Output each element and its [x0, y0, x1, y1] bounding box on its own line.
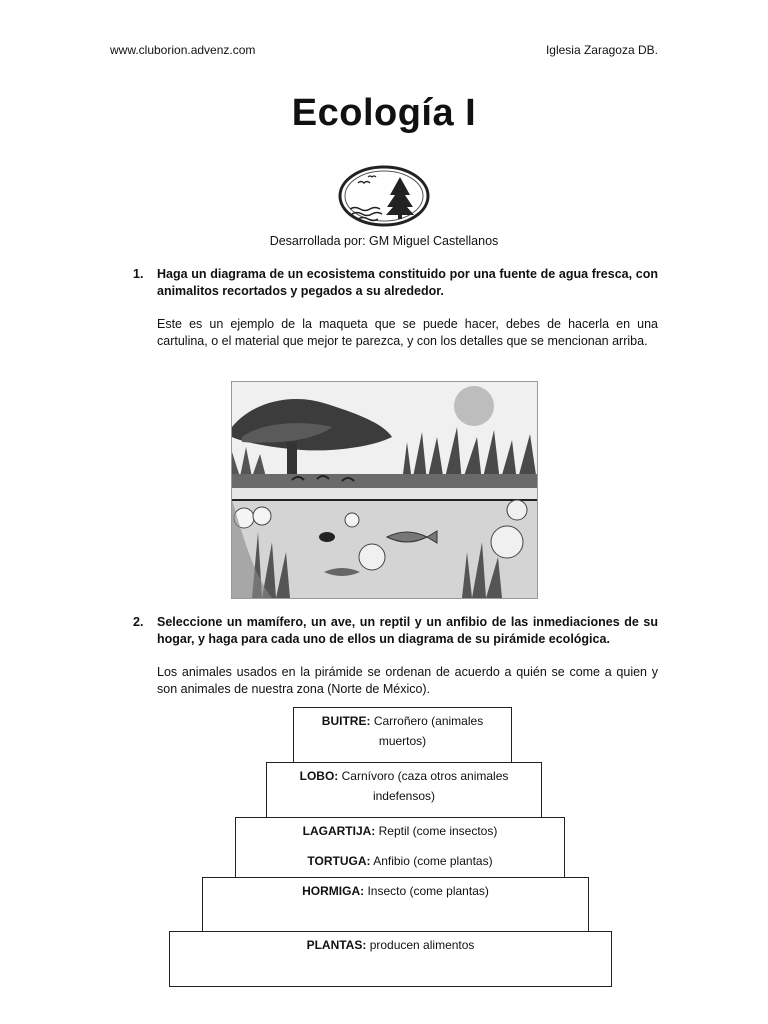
question-item-1 [133, 266, 658, 350]
question-text: Haga un diagrama de un ecosistema constituido por una fuente de agua fresca, con animalitos recortados y pegados a su alrededor. [157, 267, 658, 298]
pyramid-level-lobo [266, 762, 542, 818]
level-desc: Carnívoro (caza otros animales indefensos) [341, 769, 509, 803]
question-paragraph: Este es un ejemplo de la maqueta que se puede hacer, debes de hacerla en una cartulina, o el material que mejor te parezca, y con los detalles que se mencionan arriba. [157, 317, 658, 348]
pyramid-level-lagartija-tortuga [235, 817, 565, 879]
ecosystem-illustration [231, 381, 538, 599]
level-desc: Reptil (come insectos) [378, 824, 498, 838]
level-name: TORTUGA: [307, 854, 371, 868]
pyramid-level-plantas [169, 931, 612, 987]
question-number: 2. [133, 615, 144, 629]
level-desc: producen alimentos [369, 938, 475, 952]
level-name: LOBO: [299, 769, 339, 783]
question-paragraph: Los animales usados en la pirámide se ordenan de acuerdo a quién se come a quien y son animales de nuestra zona (Norte de México). [157, 665, 658, 696]
header-website: www.cluborion.advenz.com [110, 43, 256, 57]
level-desc: Carroñero (animales muertos) [373, 714, 484, 748]
level-name: BUITRE: [321, 714, 371, 728]
question-text: Seleccione un mamífero, un ave, un reptil y un anfibio de las inmediaciones de su hogar, y haga para cada uno de ellos un diagrama de su pirámide ecológica. [157, 615, 658, 646]
tree-birds-seal-icon [338, 165, 430, 227]
level-desc: Insecto (come plantas) [367, 884, 489, 898]
header-church: Iglesia Zaragoza DB. [545, 43, 658, 57]
level-name: PLANTAS: [306, 938, 367, 952]
author-byline: Desarrollada por: GM Miguel Castellanos [269, 234, 499, 248]
level-row-lagartija [246, 821, 554, 841]
pyramid-level-hormiga [202, 877, 589, 932]
question-number: 1. [133, 267, 144, 281]
question-item-2 [133, 614, 658, 698]
pyramid-level-buitre [293, 707, 512, 763]
page-title: Ecología I [291, 92, 477, 134]
level-name: HORMIGA: [302, 884, 365, 898]
level-desc: Anfibio (come plantas) [373, 854, 493, 868]
level-row-tortuga [246, 851, 554, 871]
level-name: LAGARTIJA: [302, 824, 376, 838]
